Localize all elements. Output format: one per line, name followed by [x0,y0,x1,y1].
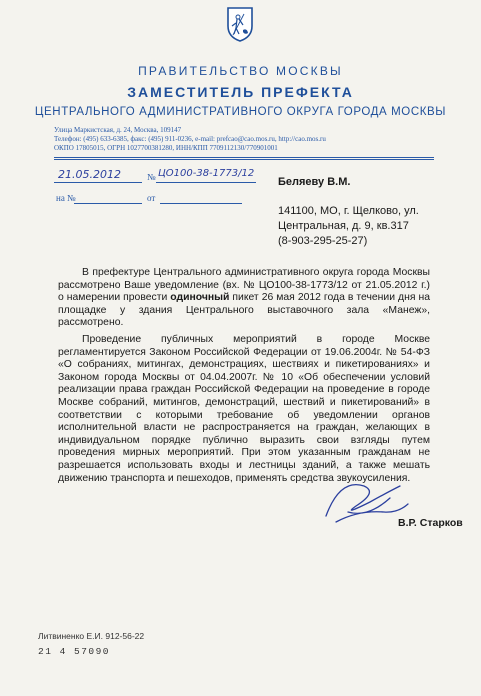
contacts-line: Телефон: (495) 633-6385, факс: (495) 911-0236, e-mail: prefcao@cao.mos.ru, http://cao.mos.ru [54,135,326,143]
paragraph-1-bold: одиночный [170,292,230,304]
address-line: Улица Маркистская, д. 24, Москва, 109147 [54,126,182,134]
moscow-coat-of-arms-icon [226,6,254,42]
from-underline [160,203,242,204]
from-label: от [147,193,156,203]
deputy-prefect-title: ЗАМЕСТИТЕЛЬ ПРЕФЕКТА [127,84,354,100]
codes-line: ОКПО 17805015, ОГРН 1027700381280, ИНН/КПП 7709112130/770901001 [54,144,278,152]
paragraph-2: Проведение публичных мероприятий в городе Москве регламентируется Законом Российской Федерации от 19.06.2004г. № 54-ФЗ «О собраниях, митингах, демонстрациях, шествиях и пикетированиях» и Законом города Москвы от 04.04.2007г. № 10 «Об обеспечении условий реализации права граждан Российской Федерации на проведение в городе Москве собраний, митингов, демонстраций, шествий и пикетирований» в соответствии с которыми требование об уведомлении органов исполнительной власти не распространяется на граждан, желающих в индивидуальном порядке публично выразить свои взгляды путем проведения мирных мероприятий. При этом указанным гражданам не разрешается использовать входы и лестницы зданий, а также мешать движению транспорта и пешеходов, применять средства звукоусиления. [58,333,430,484]
signatory-name: В.Р. Старков [398,517,463,529]
recipient-address-line1: 141100, МО, г. Щелково, ул. [278,205,419,217]
paragraph-1-start: В префектуре Центрального административного округа города Москвы рассмотрено Ваше уведомление (вх. № ЦО100-38-1773/12 от 21.05.2012 г.) о намерении провести [58,267,430,304]
government-title: ПРАВИТЕЛЬСТВО МОСКВЫ [138,64,343,78]
registration-number: ЦО100-38-1773/12 [158,168,255,179]
paragraph-1 [58,267,430,330]
reply-to-underline [74,203,142,204]
document-number: 21 4 57090 [38,646,111,657]
number-label: № [147,172,156,182]
recipient-phone: (8-903-295-25-27) [278,235,368,247]
administration-title: ЦЕНТРАЛЬНОГО АДМИНИСТРАТИВНОГО ОКРУГА ГОРОДА МОСКВЫ [34,106,447,118]
date-underline [54,182,142,183]
letterhead-address [54,126,434,153]
executor-info: Литвиненко Е.И. 912-56-22 [38,631,145,641]
letterhead-divider-secondary [54,159,434,160]
recipient-address-line2: Центральная, д. 9, кв.317 [278,220,409,232]
reply-to-label: на № [56,193,76,203]
letter-body [58,267,430,489]
number-underline [156,182,256,183]
letterhead-divider [54,157,434,158]
registration-date: 21.05.2012 [58,168,121,181]
paragraph-1-end: пикет 26 мая 2012 года в течении дня на площадке у здания Центрального выставочного зала «Манеж», рассмотрено. [58,292,430,329]
recipient-name: Беляеву В.М. [278,176,351,188]
